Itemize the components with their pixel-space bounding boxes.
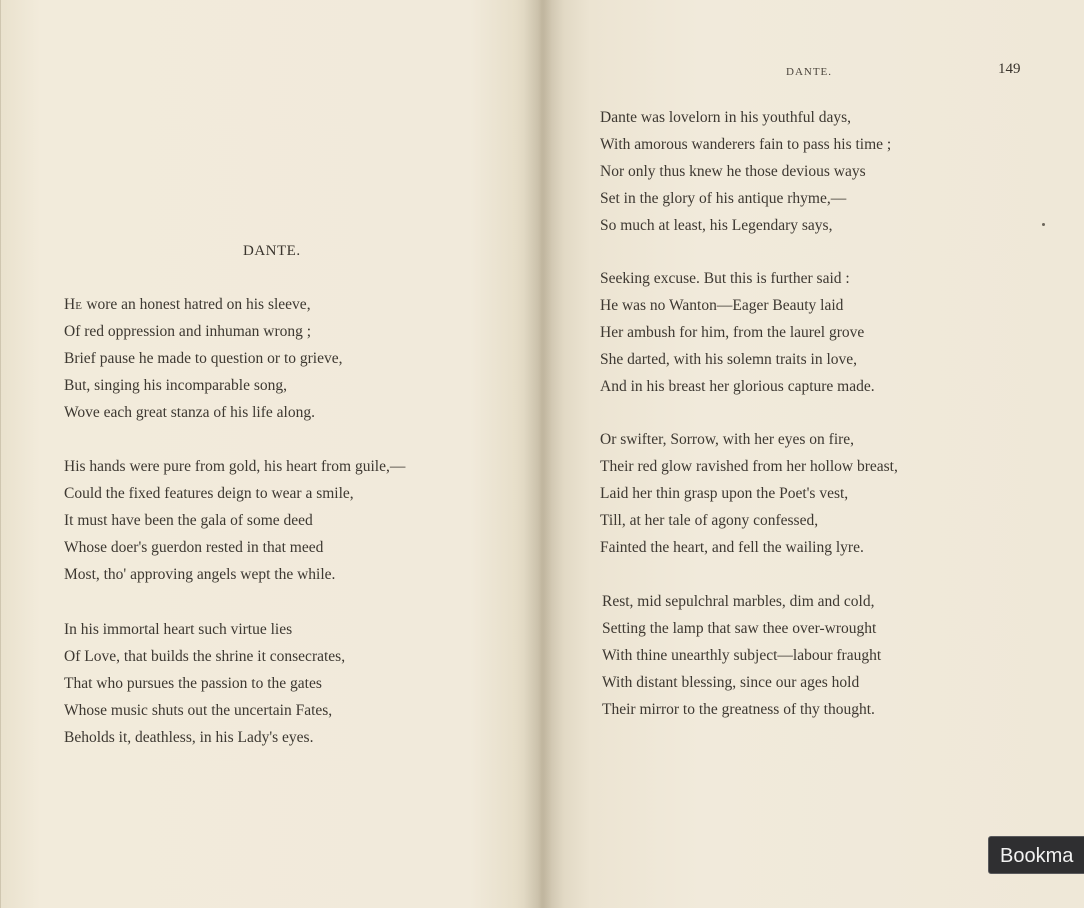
poem-line: Nor only thus knew he those devious ways — [600, 163, 866, 180]
poem-line: But, singing his incomparable song, — [64, 377, 288, 394]
poem-line: Brief pause he made to question or to grieve, — [64, 350, 343, 367]
poem-line: Seeking excuse. But this is further said : — [600, 270, 850, 287]
poem-line: Their red glow ravished from her hollow breast, — [600, 458, 898, 475]
poem-line: Rest, mid sepulchral marbles, dim and cold, — [602, 593, 875, 610]
poem-line: In his immortal heart such virtue lies — [64, 621, 293, 638]
poem-line: Of Love, that builds the shrine it consecrates, — [64, 648, 346, 665]
left-page — [0, 0, 540, 908]
right-stanza-4 — [602, 588, 881, 723]
poem-line: Setting the lamp that saw thee over-wrought — [602, 620, 877, 637]
right-stanza-2 — [600, 265, 875, 400]
poem-line — [64, 291, 343, 318]
poem-line: Set in the glory of his antique rhyme,— — [600, 190, 847, 207]
poem-line: That who pursues the passion to the gates — [64, 675, 322, 692]
initial-letter: H — [64, 296, 76, 313]
initial-smallcap: E — [75, 300, 83, 312]
left-stanza-1 — [64, 291, 343, 426]
poem-line: Whose music shuts out the uncertain Fates, — [64, 702, 333, 719]
running-head: DANTE. — [786, 66, 833, 78]
poem-line: It must have been the gala of some deed — [64, 512, 313, 529]
poem-line: Wove each great stanza of his life along. — [64, 404, 315, 421]
right-stanza-3 — [600, 426, 898, 561]
poem-line: Of red oppression and inhuman wrong ; — [64, 323, 312, 340]
poem-line: Their mirror to the greatness of thy thought. — [602, 701, 875, 718]
poem-line: He was no Wanton—Eager Beauty laid — [600, 297, 844, 314]
poem-line: Her ambush for him, from the laurel grove — [600, 324, 865, 341]
poem-line: She darted, with his solemn traits in love, — [600, 351, 858, 368]
left-stanza-2 — [64, 453, 405, 588]
poem-title: DANTE. — [243, 243, 301, 259]
poem-line: With thine unearthly subject—labour fraught — [602, 647, 882, 664]
poem-line: With distant blessing, since our ages hold — [602, 674, 860, 691]
poem-line: With amorous wanderers fain to pass his time ; — [600, 136, 892, 153]
poem-line: Most, tho' approving angels wept the while. — [64, 566, 336, 583]
poem-line: And in his breast her glorious capture made. — [600, 378, 875, 395]
page-number: 149 — [998, 61, 1021, 77]
right-stanza-1 — [600, 104, 891, 239]
poem-line: Till, at her tale of agony confessed, — [600, 512, 819, 529]
poem-line: So much at least, his Legendary says, — [600, 217, 833, 234]
poem-line: His hands were pure from gold, his heart from guile,— — [64, 458, 406, 475]
poem-line: Laid her thin grasp upon the Poet's vest, — [600, 485, 849, 502]
poem-line: Could the fixed features deign to wear a smile, — [64, 485, 354, 502]
ink-speck — [1042, 223, 1045, 226]
poem-line: Fainted the heart, and fell the wailing lyre. — [600, 539, 864, 556]
first-line-text: wore an honest hatred on his sleeve, — [82, 296, 311, 313]
poem-line: Beholds it, deathless, in his Lady's eyes. — [64, 729, 314, 746]
poem-line: Dante was lovelorn in his youthful days, — [600, 109, 851, 126]
left-stanza-3 — [64, 616, 345, 751]
bookmark-button[interactable]: Bookma — [988, 836, 1084, 874]
poem-line: Or swifter, Sorrow, with her eyes on fire, — [600, 431, 855, 448]
right-page — [543, 0, 1084, 908]
poem-line: Whose doer's guerdon rested in that meed — [64, 539, 324, 556]
